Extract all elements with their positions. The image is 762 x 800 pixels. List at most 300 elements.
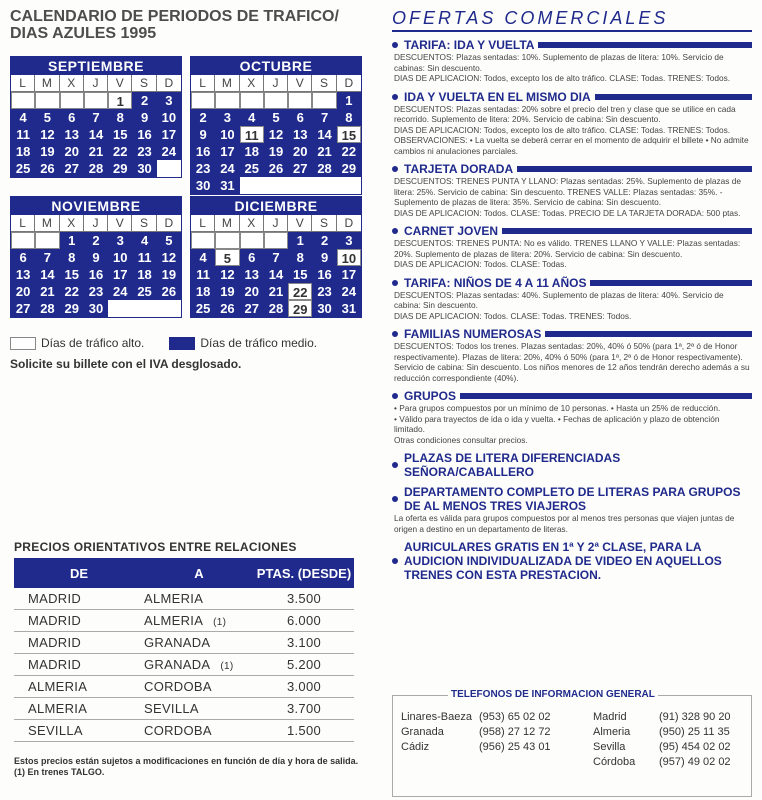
bullet-icon xyxy=(392,558,398,564)
offer-detail: DIAS DE APLICACION: Todos, excepto los de alto tráfico. CLASE: Todas. TRENES: Todos. xyxy=(394,73,731,83)
offer-heading xyxy=(392,327,752,341)
offer-section xyxy=(392,90,752,157)
weekday-header: X xyxy=(240,215,264,232)
bullet-icon xyxy=(392,393,398,399)
day-cell xyxy=(157,160,181,177)
phone-number: (953) 65 02 02 xyxy=(479,711,551,723)
offer-heading xyxy=(392,162,752,176)
day-cell: 7 xyxy=(35,249,59,266)
weekday-header: L xyxy=(191,75,215,92)
day-cell: 22 xyxy=(288,283,312,300)
offer-heading xyxy=(392,389,752,403)
offer-heading-text: CARNET JOVEN xyxy=(404,224,499,238)
day-cell: 4 xyxy=(240,109,264,126)
offer-detail: DESCUENTOS: Todos los trenes. Plazas sentadas: 20%, 40% ó 50% (para 1ª, 2ª ó de Honor respectivamente). Plazas de litera: 20%, 40% ó 50% (para 1ª, 2ª ó de Honor respectivamente). Servicio de cabina: Sin descuento. Los niños menores de 12 años tendrán derecho además a su reducción correspondiente (40%). xyxy=(394,341,750,383)
heading-bar xyxy=(590,280,752,286)
day-cell: 14 xyxy=(35,266,59,283)
price-row xyxy=(14,720,354,742)
offer-detail: DESCUENTOS: Plazas sentadas: 20% sobre el precio del tren y clase que se utilice en cada recorrido. Suplemento de litera: 20%. Servicio de cabina: Sin descuento. xyxy=(394,103,736,124)
weekday-header: J xyxy=(84,215,108,232)
day-cell: 12 xyxy=(215,266,239,283)
day-cell: 27 xyxy=(288,160,312,177)
day-cell: 9 xyxy=(132,109,156,126)
weekday-header: M xyxy=(35,75,59,92)
traffic-legend xyxy=(10,336,317,350)
prices-header xyxy=(14,558,354,588)
weekday-header: J xyxy=(264,75,288,92)
offer-section xyxy=(392,276,752,322)
offers-title: OFERTAS COMERCIALES xyxy=(392,8,752,32)
price-note: (1) xyxy=(220,661,234,672)
day-cell: 13 xyxy=(240,266,264,283)
month-grid xyxy=(191,215,361,317)
offer-section xyxy=(392,540,752,582)
offer-heading xyxy=(392,38,752,52)
offer-heading xyxy=(392,540,752,582)
weekday-header: S xyxy=(312,215,336,232)
day-cell: 1 xyxy=(288,232,312,249)
price-from: ALMERIA xyxy=(28,679,88,694)
day-cell: 26 xyxy=(35,160,59,177)
day-cell: 13 xyxy=(288,126,312,143)
day-cell: 5 xyxy=(157,232,181,249)
price-row xyxy=(14,676,354,698)
price-to: SEVILLA xyxy=(144,701,199,716)
offer-heading xyxy=(392,224,752,238)
day-cell xyxy=(108,300,132,317)
phone-city: Córdoba xyxy=(593,756,636,768)
day-cell: 3 xyxy=(215,109,239,126)
offer-detail: OBSERVACIONES: • La vuelta se deberá cerrar en el momento de adquirir el billete • No admite cambios ni anulaciones parciales. xyxy=(394,135,749,156)
day-cell: 8 xyxy=(337,109,361,126)
weekday-header: L xyxy=(11,75,35,92)
day-cell: 3 xyxy=(157,92,181,109)
month-title: OCTUBRE xyxy=(191,57,361,75)
bullet-icon xyxy=(392,331,398,337)
day-cell: 11 xyxy=(191,266,215,283)
offer-detail: Otras condiciones consultar precios. xyxy=(394,434,528,445)
calendar-septiembre xyxy=(10,56,182,178)
day-cell: 15 xyxy=(108,126,132,143)
day-cell: 12 xyxy=(35,126,59,143)
day-cell: 7 xyxy=(84,109,108,126)
day-cell: 2 xyxy=(191,109,215,126)
price-from: ALMERIA xyxy=(28,701,88,716)
price-value: 3.000 xyxy=(286,679,322,694)
weekday-header: X xyxy=(240,75,264,92)
day-cell: 17 xyxy=(215,143,239,160)
day-cell xyxy=(157,300,181,317)
month-title: DICIEMBRE xyxy=(191,197,361,215)
day-cell: 20 xyxy=(288,143,312,160)
day-cell: 3 xyxy=(108,232,132,249)
day-cell: 20 xyxy=(11,283,35,300)
phone-city: Granada xyxy=(401,726,444,738)
prices-table xyxy=(14,558,354,742)
prices-notes xyxy=(14,756,358,778)
offer-section xyxy=(392,451,752,479)
price-from: MADRID xyxy=(28,657,82,672)
day-cell: 26 xyxy=(215,300,239,317)
day-cell: 31 xyxy=(215,177,239,194)
price-to-cell xyxy=(144,610,254,631)
day-cell: 10 xyxy=(215,126,239,143)
phone-city: Cádiz xyxy=(401,741,430,753)
day-cell: 22 xyxy=(337,143,361,160)
phones-box xyxy=(392,689,752,797)
day-cell xyxy=(191,92,215,109)
day-cell: 28 xyxy=(35,300,59,317)
offer-section xyxy=(392,162,752,218)
price-to: GRANADA xyxy=(144,657,211,672)
prices-note-2: (1) En trenes TALGO. xyxy=(14,767,105,777)
day-cell xyxy=(84,92,108,109)
offer-section xyxy=(392,389,752,445)
day-cell: 16 xyxy=(84,266,108,283)
day-cell: 17 xyxy=(337,266,361,283)
day-cell: 5 xyxy=(264,109,288,126)
day-cell: 6 xyxy=(240,249,264,266)
offer-detail: DESCUENTOS: TRENES PUNTA Y LLANO: Plazas sentadas: 25%. Suplemento de plazas de litera: 25%. Servicio de cabina: Sin descuento. TRENES VALLE: Plazas sentadas: 35%. - Suplemento de plazas de litera: 35%. Servicio de cabina: Sin descuento. xyxy=(394,176,741,207)
day-cell: 27 xyxy=(11,300,35,317)
weekday-header: X xyxy=(60,75,84,92)
day-cell: 8 xyxy=(60,249,84,266)
day-cell: 13 xyxy=(11,266,35,283)
month-title: NOVIEMBRE xyxy=(11,197,181,215)
price-row xyxy=(14,632,354,654)
day-cell: 23 xyxy=(191,160,215,177)
price-note: (1) xyxy=(213,617,227,628)
bullet-icon xyxy=(392,496,398,502)
day-cell: 3 xyxy=(337,232,361,249)
legend-high-label: Días de tráfico alto. xyxy=(41,336,145,350)
price-to: ALMERIA xyxy=(144,591,204,606)
price-row xyxy=(14,698,354,720)
day-cell: 26 xyxy=(264,160,288,177)
bullet-icon xyxy=(392,462,398,468)
header-price: PTAS. (DESDE) xyxy=(256,565,352,581)
day-cell: 30 xyxy=(84,300,108,317)
day-cell: 1 xyxy=(60,232,84,249)
day-cell: 15 xyxy=(60,266,84,283)
calendar-octubre xyxy=(190,56,362,195)
day-cell xyxy=(191,232,215,249)
day-cell xyxy=(312,177,336,194)
phone-city: Madrid xyxy=(593,711,627,723)
day-cell: 30 xyxy=(132,160,156,177)
offer-heading xyxy=(392,276,752,290)
day-cell: 8 xyxy=(108,109,132,126)
phones-title: TELEFONOS DE INFORMACION GENERAL xyxy=(448,689,658,700)
offer-heading xyxy=(392,485,752,513)
price-value: 6.000 xyxy=(286,613,322,628)
price-to: GRANADA xyxy=(144,635,211,650)
day-cell: 29 xyxy=(60,300,84,317)
price-to-cell xyxy=(144,632,254,653)
weekday-header: V xyxy=(108,215,132,232)
offer-section xyxy=(392,327,752,383)
day-cell: 22 xyxy=(108,143,132,160)
offer-heading-text: TARJETA DORADA xyxy=(404,162,514,176)
day-cell: 14 xyxy=(84,126,108,143)
day-cell: 24 xyxy=(108,283,132,300)
offer-heading-text: GRUPOS xyxy=(404,389,457,403)
offer-detail: DIAS DE APLICACION: Todos. CLASE: Todas. xyxy=(394,259,567,269)
day-cell: 13 xyxy=(60,126,84,143)
offer-detail: DIAS DE APLICACION: Todos, excepto los de alto tráfico. CLASE: Todas. TRENES: Todos. xyxy=(394,124,731,135)
offer-heading-text: FAMILIAS NUMEROSAS xyxy=(404,327,542,341)
offer-section xyxy=(392,485,752,534)
offer-detail: • Válido para trayectos de ida o ida y vuelta. • Fechas de aplicación y plazo de obtención limitado. xyxy=(394,413,720,434)
month-grid xyxy=(11,215,181,317)
price-to-cell xyxy=(144,676,254,697)
iva-note: Solicite su billete con el IVA desglosado. xyxy=(10,357,242,371)
price-row xyxy=(14,610,354,632)
day-cell xyxy=(337,177,361,194)
medium-traffic-swatch xyxy=(169,337,195,350)
day-cell: 21 xyxy=(264,283,288,300)
day-cell: 23 xyxy=(132,143,156,160)
weekday-header: M xyxy=(215,75,239,92)
day-cell: 18 xyxy=(132,266,156,283)
weekday-header: S xyxy=(132,215,156,232)
price-from: MADRID xyxy=(28,591,82,606)
day-cell: 21 xyxy=(35,283,59,300)
phone-number: (958) 27 12 72 xyxy=(479,726,551,738)
day-cell xyxy=(11,92,35,109)
day-cell xyxy=(11,232,35,249)
phone-number: (91) 328 90 20 xyxy=(659,711,731,723)
day-cell: 20 xyxy=(60,143,84,160)
day-cell: 12 xyxy=(264,126,288,143)
price-to: ALMERIA xyxy=(144,613,204,628)
weekday-header: V xyxy=(288,215,312,232)
day-cell xyxy=(215,92,239,109)
day-cell: 31 xyxy=(337,300,361,317)
day-cell: 9 xyxy=(84,249,108,266)
weekday-header: M xyxy=(215,215,239,232)
day-cell xyxy=(132,300,156,317)
weekday-header: D xyxy=(337,215,361,232)
price-to-cell xyxy=(144,654,254,675)
day-cell xyxy=(35,232,59,249)
price-row xyxy=(14,588,354,610)
weekday-header: L xyxy=(191,215,215,232)
day-cell: 23 xyxy=(84,283,108,300)
calendar-diciembre xyxy=(190,196,362,318)
day-cell: 28 xyxy=(264,300,288,317)
day-cell: 15 xyxy=(288,266,312,283)
price-from: MADRID xyxy=(28,635,82,650)
price-to: CORDOBA xyxy=(144,723,212,738)
day-cell: 21 xyxy=(84,143,108,160)
day-cell: 18 xyxy=(11,143,35,160)
prices-title: PRECIOS ORIENTATIVOS ENTRE RELACIONES xyxy=(14,540,297,554)
day-cell: 4 xyxy=(11,109,35,126)
offer-heading-text: PLAZAS DE LITERA DIFERENCIADAS SEÑORA/CABALLERO xyxy=(404,451,621,479)
day-cell: 6 xyxy=(11,249,35,266)
header-to: A xyxy=(194,565,204,581)
day-cell: 11 xyxy=(240,126,264,143)
prices-note-1: Estos precios están sujetos a modificaciones en función de día y hora de salida. xyxy=(14,756,359,766)
day-cell: 6 xyxy=(60,109,84,126)
offer-section xyxy=(392,224,752,270)
offer-section xyxy=(392,38,752,84)
price-value: 3.100 xyxy=(286,635,322,650)
phone-number: (950) 25 11 35 xyxy=(659,726,730,738)
phone-number: (957) 49 02 02 xyxy=(659,756,731,768)
offer-heading-text: DEPARTAMENTO COMPLETO DE LITERAS PARA GRUPOS DE AL MENOS TRES VIAJEROS xyxy=(404,485,741,513)
weekday-header: D xyxy=(157,215,181,232)
offer-detail: DIAS DE APLICACION: Todos. CLASE: Todas. PRECIO DE LA TARJETA DORADA: 500 ptas. xyxy=(394,207,741,218)
offer-detail: DESCUENTOS: TRENES PUNTA: No es válido. TRENES LLANO Y VALLE: Plazas sentadas: 20%. Suplemento de plazas de litera: 20%. Servicio de cabina: Sin descuento. xyxy=(394,238,741,259)
month-grid xyxy=(11,75,181,177)
day-cell xyxy=(288,92,312,109)
day-cell: 22 xyxy=(60,283,84,300)
offer-heading-text: TARIFA: NIÑOS DE 4 A 11 AÑOS xyxy=(404,275,587,290)
offer-heading xyxy=(392,451,752,479)
weekday-header: S xyxy=(132,75,156,92)
offer-heading-text: AURICULARES GRATIS EN 1ª Y 2ª CLASE, PARA LA AUDICION INDIVIDUALIZADA DE VIDEO EN AQUELLOS TRENES CON ESTA PRESTACION. xyxy=(404,540,722,582)
day-cell xyxy=(60,92,84,109)
day-cell: 1 xyxy=(108,92,132,109)
day-cell xyxy=(240,177,264,194)
day-cell: 23 xyxy=(312,283,336,300)
day-cell: 4 xyxy=(132,232,156,249)
offer-detail: • Para grupos compuestos por un mínimo de 10 personas. • Hasta un 25% de reducción. xyxy=(394,403,721,413)
day-cell: 15 xyxy=(337,126,361,143)
price-value: 3.700 xyxy=(286,701,322,716)
weekday-header: L xyxy=(11,215,35,232)
day-cell: 30 xyxy=(191,177,215,194)
weekday-header: V xyxy=(108,75,132,92)
day-cell: 2 xyxy=(132,92,156,109)
calendar-title: CALENDARIO DE PERIODOS DE TRAFICO/ DIAS AZULES 1995 xyxy=(10,8,339,42)
day-cell xyxy=(35,92,59,109)
month-title: SEPTIEMBRE xyxy=(11,57,181,75)
price-from: SEVILLA xyxy=(28,723,83,738)
day-cell: 28 xyxy=(84,160,108,177)
day-cell: 25 xyxy=(11,160,35,177)
day-cell: 14 xyxy=(264,266,288,283)
day-cell: 24 xyxy=(157,143,181,160)
weekday-header: M xyxy=(35,215,59,232)
day-cell: 18 xyxy=(191,283,215,300)
bullet-icon xyxy=(392,94,398,100)
day-cell: 21 xyxy=(312,143,336,160)
day-cell: 19 xyxy=(35,143,59,160)
day-cell: 8 xyxy=(288,249,312,266)
day-cell: 25 xyxy=(240,160,264,177)
day-cell xyxy=(288,177,312,194)
day-cell: 29 xyxy=(288,300,312,317)
heading-bar xyxy=(545,331,752,337)
day-cell: 17 xyxy=(108,266,132,283)
day-cell xyxy=(240,92,264,109)
day-cell xyxy=(264,92,288,109)
heading-bar xyxy=(460,393,752,399)
day-cell: 26 xyxy=(157,283,181,300)
day-cell: 18 xyxy=(240,143,264,160)
day-cell: 11 xyxy=(132,249,156,266)
phone-city: Almeria xyxy=(593,726,631,738)
offer-detail: DESCUENTOS: Plazas sentadas: 40%. Suplemento de plazas de litera: 40%. Servicio de cabina: Sin descuento. xyxy=(394,289,724,310)
high-traffic-swatch xyxy=(10,337,36,350)
day-cell: 25 xyxy=(191,300,215,317)
month-grid xyxy=(191,75,361,194)
day-cell xyxy=(264,232,288,249)
bullet-icon xyxy=(392,166,398,172)
day-cell: 1 xyxy=(337,92,361,109)
day-cell: 5 xyxy=(35,109,59,126)
day-cell xyxy=(312,92,336,109)
offer-heading-text: TARIFA: IDA Y VUELTA xyxy=(404,38,535,52)
day-cell: 11 xyxy=(11,126,35,143)
header-from: DE xyxy=(69,565,89,581)
day-cell: 20 xyxy=(240,283,264,300)
day-cell: 27 xyxy=(240,300,264,317)
weekday-header: X xyxy=(60,215,84,232)
day-cell: 16 xyxy=(312,266,336,283)
day-cell: 2 xyxy=(84,232,108,249)
day-cell: 30 xyxy=(312,300,336,317)
day-cell: 16 xyxy=(191,143,215,160)
day-cell: 27 xyxy=(60,160,84,177)
day-cell: 24 xyxy=(337,283,361,300)
price-to-cell xyxy=(144,720,254,741)
day-cell: 10 xyxy=(337,249,361,266)
bullet-icon xyxy=(392,228,398,234)
heading-bar xyxy=(538,42,752,48)
price-value: 5.200 xyxy=(286,657,322,672)
day-cell xyxy=(240,232,264,249)
weekday-header: J xyxy=(84,75,108,92)
heading-bar xyxy=(595,94,752,100)
day-cell: 6 xyxy=(288,109,312,126)
price-value: 1.500 xyxy=(286,723,322,738)
day-cell: 17 xyxy=(157,126,181,143)
day-cell: 7 xyxy=(264,249,288,266)
heading-bar xyxy=(502,228,752,234)
offer-detail: DESCUENTOS: Plazas sentadas: 10%. Suplemento de plazas de litera: 10%. Servicio de cabinas: Sin descuento. xyxy=(394,52,724,73)
day-cell: 10 xyxy=(157,109,181,126)
offer-detail: La oferta es válida para grupos compuestos por al menos tres personas que viajen juntas de origen a destino en un departamento de literas. xyxy=(394,513,735,534)
price-from: MADRID xyxy=(28,613,82,628)
phone-number: (95) 454 02 02 xyxy=(659,741,731,753)
day-cell xyxy=(215,232,239,249)
day-cell: 4 xyxy=(191,249,215,266)
legend-medium-label: Días de tráfico medio. xyxy=(200,336,318,350)
day-cell: 29 xyxy=(337,160,361,177)
weekday-header: V xyxy=(288,75,312,92)
offer-heading xyxy=(392,90,752,104)
price-to: CORDOBA xyxy=(144,679,212,694)
bullet-icon xyxy=(392,280,398,286)
price-row xyxy=(14,654,354,676)
offer-heading-text: IDA Y VUELTA EN EL MISMO DIA xyxy=(404,89,591,104)
day-cell: 9 xyxy=(312,249,336,266)
day-cell: 7 xyxy=(312,109,336,126)
price-to-cell xyxy=(144,588,254,609)
calendar-noviembre xyxy=(10,196,182,318)
price-to-cell xyxy=(144,698,254,719)
day-cell: 9 xyxy=(191,126,215,143)
day-cell: 10 xyxy=(108,249,132,266)
phone-city: Sevilla xyxy=(593,741,626,753)
day-cell xyxy=(264,177,288,194)
day-cell: 19 xyxy=(215,283,239,300)
offers-panel xyxy=(392,8,752,582)
